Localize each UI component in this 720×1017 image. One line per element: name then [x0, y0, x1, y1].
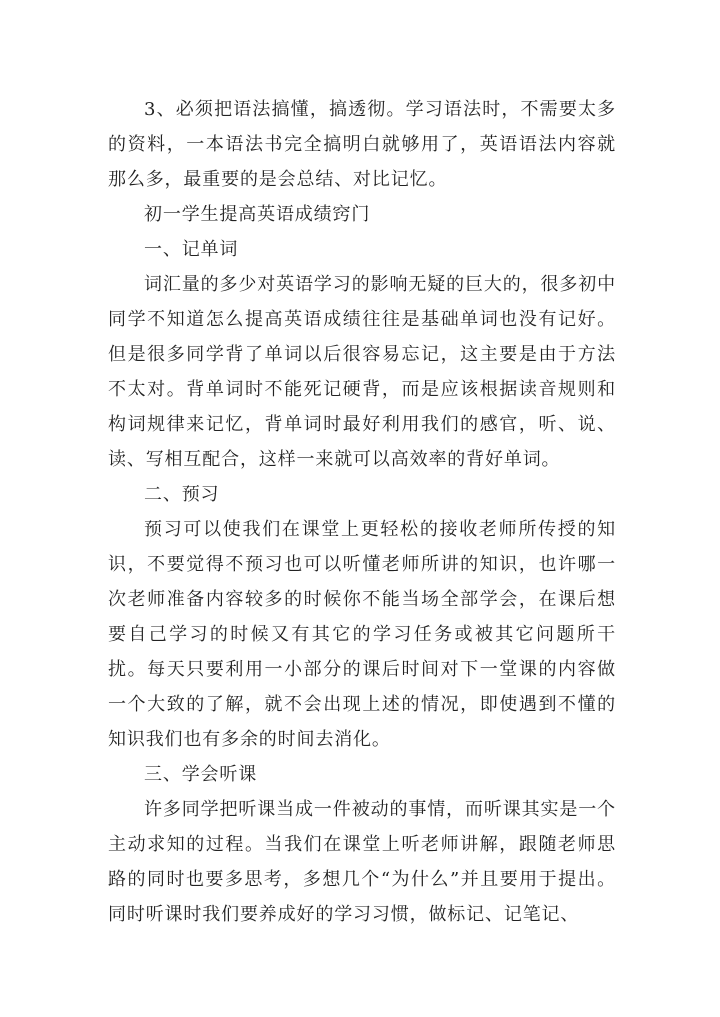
heading-memorize-words: 一、记单词 — [144, 239, 239, 260]
paragraph-grammar: 3、必须把语法搞懂，搞透彻。学习语法时，不需要太多的资料，一本语法书完全搞明白就够用了，英语语法内容就那么多，最重要的是会总结、对比记忆。 — [108, 99, 616, 190]
paragraph-listening: 许多同学把听课当成一件被动的事情，而听课其实是一个主动求知的过程。当我们在课堂上听老师讲解，跟随老师思路的同时也要多思考，多想几个“为什么”并且要用于提出。同时听课时我们要养成好的学习习惯，做标记、记笔记、 — [108, 799, 616, 925]
paragraph-memorize-words: 词汇量的多少对英语学习的影响无疑的巨大的，很多初中同学不知道怎么提高英语成绩往往是基础单词也没有记好。但是很多同学背了单词以后很容易忘记，这主要是由于方法不太对。背单词时不能死记硬背，而是应该根据读音规则和构词规律来记忆，背单词时最好利用我们的感官，听、说、读、写相互配合，这样一来就可以高效率的背好单词。 — [108, 274, 616, 470]
paragraph-preview: 预习可以使我们在课堂上更轻松的接收老师所传授的知识，不要觉得不预习也可以听懂老师所讲的知识，也许哪一次老师准备内容较多的时候你不能当场全部学会，在课后想要自己学习的时候又有其它的学习任务或被其它问题所干扰。每天只要利用一小部分的课后时间对下一堂课的内容做一个大致的了解，就不会出现上述的情况，即使遇到不懂的知识我们也有多余的时间去消化。 — [108, 519, 616, 750]
document-body — [108, 92, 616, 932]
section-title: 初一学生提高英语成绩窍门 — [144, 204, 371, 225]
heading-preview: 二、预习 — [144, 484, 220, 505]
heading-listening: 三、学会听课 — [144, 764, 258, 785]
